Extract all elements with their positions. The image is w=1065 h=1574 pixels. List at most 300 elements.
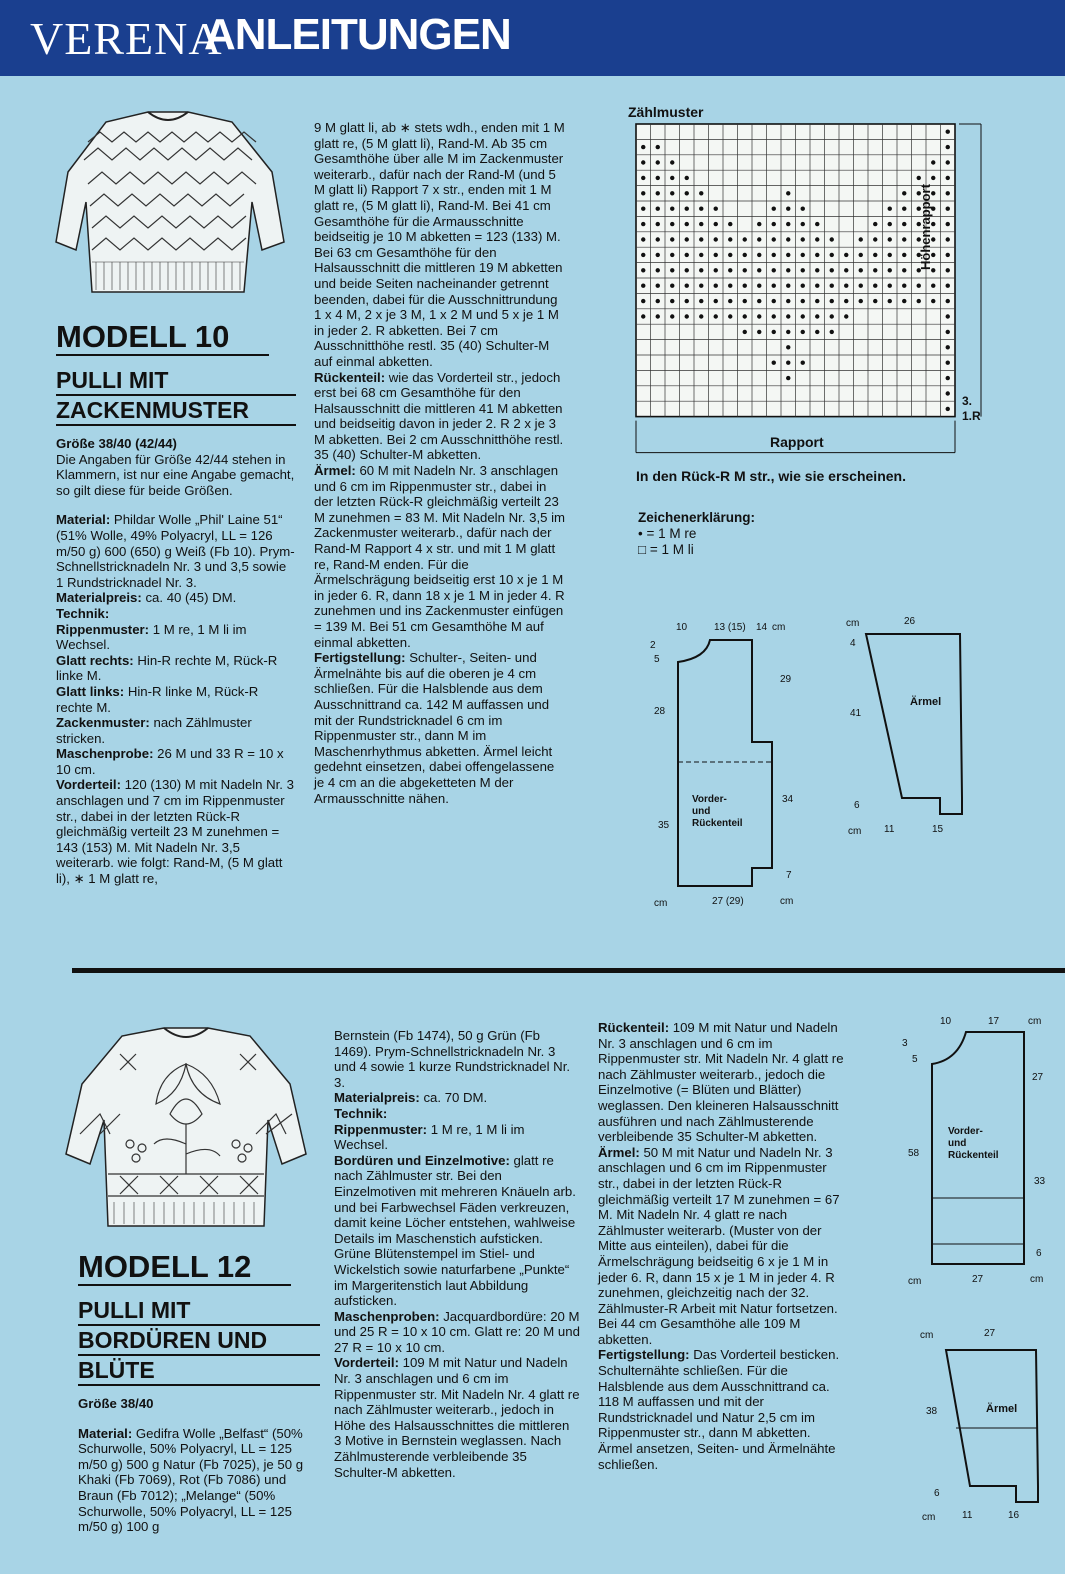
stitch-dot [743,314,747,318]
s10-cm-top: cm [772,622,786,633]
stitch-dot [728,299,732,303]
stitch-dot [859,299,863,303]
stitch-dot [699,191,703,195]
m10-zacken-label: Zackenmuster: [56,715,150,731]
stitch-dot [946,391,950,395]
stitch-dot [815,222,819,226]
stitch-dot [772,299,776,303]
s10-cm-bottom-l: cm [654,898,668,909]
stitch-dot [728,314,732,318]
stitch-dot [641,284,645,288]
m10-size-label: Größe 38/40 (42/44) [56,436,177,451]
stitch-dot [656,299,660,303]
m10-zacken-text: nach Zählmuster stricken. [56,715,252,746]
stitch-dot [685,314,689,318]
schema-m10 [640,610,1000,915]
legend [638,510,755,558]
s10-label2: und [692,806,711,817]
stitch-dot [801,207,805,211]
m12-col2-text: Bernstein (Fb 1474), 50 g Grün (Fb 1469). Prym-Schnellstricknadeln Nr. 3 und 4 sowie 1 kurze Rundstricknadel Nr. 3. [334,1028,571,1090]
stitch-dot [946,237,950,241]
stitch-dot [786,361,790,365]
m10-rueck-text: wie das Vorderteil str., jedoch erst bei 68 cm Gesamthöhe für den Halsausschnitt die mittleren 41 M abketten und beidseitig davon in jeder 2. R 2 x je 3 M abketten. Bei 2 cm Ausschnitthöhe restl. 35 (40) Schulter-M abketten. [314,369,564,463]
stitch-dot [830,237,834,241]
stitch-dot [946,376,950,380]
stitch-dot [946,145,950,149]
stitch-dot [656,314,660,318]
stitch-dot [888,268,892,272]
stitch-dot [917,284,921,288]
s12-label3: Rückenteil [948,1150,999,1161]
m12-price-text: ca. 70 DM. [423,1090,488,1106]
stitch-dot [873,222,877,226]
stitch-dot [888,222,892,226]
m10-subtitle-line2: ZACKENMUSTER [56,396,296,426]
s10-a26: 26 [904,616,916,627]
stitch-dot [656,253,660,257]
stitch-dot [772,284,776,288]
stitch-dot [728,222,732,226]
stitch-dot [815,314,819,318]
stitch-dot [946,207,950,211]
m10-subtitle [56,366,296,426]
stitch-dot [902,191,906,195]
m12-fertig-text: Das Vorderteil besticken. Schulternähte schließen. Für die Halsblende aus dem Ausschnittrand ca. 118 M auffassen und mit der Rundstricknadel und Natur 2,5 cm im Rippenmuster str., dann M abketten. Ärmel ansetzen, Seiten- und Ärmelnähte schließen. [598,1347,840,1472]
s10-label1: Vorder- [692,794,727,805]
stitch-dot [815,299,819,303]
stitch-dot [859,268,863,272]
s10-a15: 15 [932,824,944,835]
s12-b27: 27 [972,1274,984,1285]
stitch-dot [685,176,689,180]
stitch-dot [946,361,950,365]
stitch-dot [946,160,950,164]
stitch-dot [743,330,747,334]
s10-aermel-label: Ärmel [910,696,942,708]
stitch-dot [888,253,892,257]
s10-cm-bottom-r: cm [780,896,794,907]
stitch-dot [917,299,921,303]
m10-glattre-text: Hin-R rechte M, Rück-R linke M. [56,652,278,684]
stitch-dot [670,284,674,288]
m10-material-text: Phildar Wolle „Phil' Laine 51“ (51% Wolle, 49% Polyacryl, LL = 126 m/50 g) 600 (650) g Weiß (Fb 10). Prym-Schnellstricknadeln Nr. 3 und 3,5 sowie 1 Rundstricknadel Nr. 3. [56,512,295,590]
m12-size-label: Größe 38/40 [78,1396,154,1411]
stitch-dot [844,314,848,318]
stitch-dot [830,314,834,318]
stitch-dot [815,284,819,288]
s12-l58: 58 [908,1148,920,1159]
s10-label3: Rückenteil [692,818,743,829]
s10-cm-a: cm [846,618,860,629]
stitch-dot [743,268,747,272]
s12-r33: 33 [1034,1176,1046,1187]
stitch-dot [743,237,747,241]
m12-probe-text: Jacquardbordüre: 20 M und 25 R = 10 x 10 cm. Glatt re: 20 M und 27 R = 10 x 10 cm. [334,1308,580,1355]
m12-subtitle-line2: BORDÜREN UND [78,1326,320,1356]
m10-material-label: Material: [56,512,111,528]
stitch-dot [786,191,790,195]
stitch-dot [946,330,950,334]
chart-row3-label: 3. [962,394,973,408]
stitch-dot [670,207,674,211]
s10-b27: 27 (29) [712,896,744,907]
stitch-dot [656,222,660,226]
stitch-dot [656,176,660,180]
s10-cm-a2: cm [848,826,862,837]
s12-r6: 6 [1036,1248,1042,1259]
m10-title: MODELL 10 [56,320,269,356]
legend-title: Zeichenerklärung: [638,510,756,525]
stitch-dot [714,299,718,303]
stitch-dot [786,284,790,288]
stitch-dot [931,176,935,180]
m10-rueck-label: Rückenteil: [314,369,386,385]
stitch-dot [757,253,761,257]
s10-r7: 7 [786,870,792,881]
m12-rueck-text: 109 M mit Natur und Nadeln Nr. 3 anschlagen und 6 cm im Rippenmuster str. Mit Nadeln Nr. 4 glatt re nach Zählmuster weiterarb., jedoch die Einzelmotive (= Blüten und Blätter) weglassen. Den kleineren Halsausschnitt ausführen und nach Zählmusterende verbleibende 35 Schulter-M abketten. [598,1020,844,1145]
chart-caption: In den Rück-R M str., wie sie erscheinen. [636,468,906,484]
stitch-dot [859,284,863,288]
stitch-dot [801,299,805,303]
m12-fertig-label: Fertigstellung: [598,1347,690,1363]
stitch-dot [714,253,718,257]
m10-vorder-text: 120 (130) M mit Nadeln Nr. 3 anschlagen und 7 cm im Rippenmuster str., dabei in der letzten Rück-R gleichmäßig verteilt 23 M zunehmen = 143 (153) M. Mit Nadeln Nr. 3,5 weiterarb. wie folgt: Rand-M, (5 M glatt li), ∗ 1 M glatt re, [56,777,294,887]
stitch-dot [844,268,848,272]
stitch-dot [786,314,790,318]
s12-r27: 27 [1032,1072,1044,1083]
stitch-dot [830,268,834,272]
stitch-dot [641,268,645,272]
m10-vorder-label: Vorderteil: [56,777,121,793]
s10-a6: 6 [854,800,860,811]
s12-t17: 17 [988,1016,1000,1027]
stitch-dot [873,284,877,288]
stitch-dot [815,330,819,334]
s10-t10: 10 [676,622,688,633]
m10-probe-label: Maschenprobe: [56,746,154,762]
m10-probe-text: 26 M und 33 R = 10 x 10 cm. [56,746,284,777]
stitch-dot [801,253,805,257]
stitch-dot [801,330,805,334]
m10-aermel-label: Ärmel: [314,463,356,479]
stitch-dot [772,330,776,334]
stitch-dot [772,361,776,365]
chart-hoehenrapport-label: Höhenrapport [918,184,933,270]
m10-subtitle-line1: PULLI MIT [56,366,296,396]
stitch-dot [757,268,761,272]
stitch-dot [656,191,660,195]
stitch-dot [946,345,950,349]
stitch-dot [815,237,819,241]
stitch-dot [786,237,790,241]
stitch-dot [888,299,892,303]
stitch-dot [801,361,805,365]
stitch-dot [946,299,950,303]
stitch-dot [743,253,747,257]
stitch-dot [757,222,761,226]
stitch-dot [946,314,950,318]
stitch-dot [844,253,848,257]
stitch-dot [946,284,950,288]
s12-cm-a: cm [920,1330,934,1341]
m12-probe-label: Maschenproben: [334,1308,440,1324]
m10-rippen-text: 1 M re, 1 M li im Wechsel. [56,621,247,653]
stitch-dot [873,253,877,257]
stitch-dot [656,268,660,272]
m12-vorder-text: 109 M mit Natur und Nadeln Nr. 3 anschlagen und 6 cm im Rippenmuster str. Mit Nadeln Nr. 4 glatt re nach Zählmuster weiterarb., jedoch in Höhe des Halsausschnittes die mittleren 3 Motive in Bernstein weglassen. Nach Zählmusterende verbleibende 35 Schulter-M abketten. [334,1355,580,1480]
stitch-dot [873,268,877,272]
stitch-dot [641,176,645,180]
stitch-dot [699,314,703,318]
stitch-dot [902,222,906,226]
stitch-dot [902,237,906,241]
stitch-dot [917,176,921,180]
s12-cm-top: cm [1028,1016,1042,1027]
stitch-dot [685,299,689,303]
stitch-dot [888,237,892,241]
m12-column-1 [78,1250,320,1535]
m10-fertig-label: Fertigstellung: [314,650,406,666]
stitch-dot [685,207,689,211]
stitch-dot [772,253,776,257]
stitch-dot [685,268,689,272]
s10-l28: 28 [654,706,666,717]
s12-a16: 16 [1008,1510,1020,1521]
stitch-dot [931,299,935,303]
stitch-dot [801,284,805,288]
stitch-dot [641,314,645,318]
stitch-dot [888,284,892,288]
stitch-dot [699,268,703,272]
s10-t14: 14 [756,622,768,633]
legend-re: • = 1 M re [638,526,697,541]
stitch-dot [786,376,790,380]
stitch-dot [815,253,819,257]
s10-l2: 2 [650,640,656,651]
legend-li: □ = 1 M li [638,542,694,557]
stitch-dot [641,160,645,164]
stitch-dot [757,299,761,303]
stitch-dot [685,237,689,241]
m10-technik-label: Technik: [56,605,110,621]
s12-aermel-label: Ärmel [986,1403,1018,1415]
stitch-dot [714,237,718,241]
m10-col2-text: 9 M glatt li, ab ∗ stets wdh., enden mit 1 M glatt re, (5 M glatt li), Rand-M. Ab 35 cm Gesamthöhe über alle M im Zackenmuster weiterarb., dafür nach der Rand-M (und 5 M glatt li) Rapport 7 x str., enden mit 1 M glatt re, (5 M glatt li), Rand-M. Bei 41 cm Gesamthöhe für die Armausschnitte beidseitig je 10 M abketten = 123 (133) M. Bei 63 cm Gesamthöhe für den Halsausschnitt die mittleren 19 M abketten und beide Seiten nacheinander getrennt beenden, dabei für die Ausschnittrundung 1 x 4 M, 2 x je 3 M, 1 x 2 M und 5 x je 1 M in jeder 2. R abketten. Bei 7 cm Ausschnitthöhe restl. 35 (40) Schulter-M auf einmal abketten. [314,120,565,369]
stitch-dot [786,299,790,303]
schema-m12 [896,1008,1060,1528]
stitch-dot [946,191,950,195]
stitch-dot [888,207,892,211]
m12-aermel-text: 50 M mit Natur und Nadeln Nr. 3 anschlagen und 6 cm im Rippenmuster str., dabei in der letzten Rück-R gleichmäßig verteilt 17 M zunehmen = 67 M. Mit Nadeln Nr. 4 glatt re nach Zählmuster weiterarb. (Muster von der Mitte aus einteilen), dabei für die Ärmelschrägung beidseitig 6 x je 1 M in jeder 6. R, dann 15 x je 1 M in jeder 4. R zunehmen, gleichzeitig nach der 32. Zählmuster-R Arbeit mit Natur fortsetzen. Bei 44 cm Gesamthöhe alle 109 M abketten. [598,1144,840,1347]
stitch-dot [830,330,834,334]
s12-l5: 5 [912,1054,918,1065]
stitch-dot [728,237,732,241]
stitch-dot [772,222,776,226]
stitch-dot [670,314,674,318]
stitch-dot [902,284,906,288]
s10-t13: 13 (15) [714,622,746,633]
stitch-dot [931,284,935,288]
stitch-dot [801,314,805,318]
s12-a6: 6 [934,1488,940,1499]
m12-material-label: Material: [78,1425,133,1441]
stitch-dot [786,253,790,257]
stitch-dot [772,268,776,272]
stitch-dot [670,253,674,257]
m10-price-label: Materialpreis: [56,590,142,606]
stitch-dot [670,160,674,164]
s12-l3: 3 [902,1038,908,1049]
stitch-dot [757,330,761,334]
stitch-dot [946,222,950,226]
zaehlmuster-grid [632,120,992,464]
s12-t10: 10 [940,1016,952,1027]
stitch-dot [830,299,834,303]
m10-glattli-text: Hin-R linke M, Rück-R rechte M. [56,683,259,715]
stitch-dot [670,268,674,272]
s10-a41: 41 [850,708,862,719]
stitch-dot [641,299,645,303]
m12-title: MODELL 12 [78,1250,291,1286]
m10-column-1 [56,320,296,887]
m12-bord-text: glatt re nach Zählmuster str. Bei den Einzelmotiven mit mehreren Knäueln arb. und bei Farbwechsel Fäden verkreuzen, damit keine Löcher entstehen, wahlweise Details im Maschenstich aufsticken. Grüne Blütenstempel im Stiel- und Wickelstich sowie naturfarbene „Punkte“ im Margeritenstich laut Abbildung aufsticken. [334,1152,576,1309]
stitch-dot [641,253,645,257]
stitch-dot [757,314,761,318]
stitch-dot [728,284,732,288]
brand-logo: VERENA [30,13,223,64]
stitch-dot [670,222,674,226]
stitch-dot [641,145,645,149]
stitch-dot [815,268,819,272]
stitch-dot [772,207,776,211]
s12-cm-br: cm [1030,1274,1044,1285]
section-divider [72,968,1065,973]
stitch-dot [859,237,863,241]
stitch-dot [873,299,877,303]
stitch-dot [714,222,718,226]
s10-l35: 35 [658,820,670,831]
m12-rippen-label: Rippenmuster: [334,1121,428,1137]
sweater-12-illustration [60,1024,312,1234]
stitch-dot [685,253,689,257]
s10-a11: 11 [884,824,895,835]
m10-fertig-text: Schulter-, Seiten- und Ärmelnähte bis auf die oberen je 4 cm schließen. Für die Halsblende aus dem Ausschnittrand ca. 142 M auffassen und mit der Rundstricknadel 6 cm im Rippenmuster str., dann M im Maschenrhythmus abketten. Ärmel leicht gedehnt einsetzen, dabei offengelassene je 4 cm an die abgeketteten M der Armausschnitte nähen. [314,650,555,806]
s12-cm-a2: cm [922,1512,936,1523]
stitch-dot [757,237,761,241]
stitch-dot [670,237,674,241]
stitch-dot [830,284,834,288]
stitch-dot [685,284,689,288]
s12-a27: 27 [984,1328,996,1339]
sweater-10-illustration [48,102,290,302]
stitch-dot [714,284,718,288]
stitch-dot [699,299,703,303]
s10-r34: 34 [782,794,794,805]
m12-price-label: Materialpreis: [334,1090,420,1106]
stitch-dot [656,284,660,288]
page-header [0,0,1065,76]
stitch-dot [714,268,718,272]
stitch-dot [714,314,718,318]
s12-label1: Vorder- [948,1126,983,1137]
stitch-dot [931,160,935,164]
stitch-dot [844,299,848,303]
stitch-dot [699,284,703,288]
stitch-dot [772,237,776,241]
stitch-dot [786,268,790,272]
chart-rapport-label: Rapport [770,434,824,450]
stitch-dot [786,345,790,349]
m12-subtitle-line1: PULLI MIT [78,1296,320,1326]
stitch-dot [656,207,660,211]
stitch-dot [728,253,732,257]
m12-column-3 [598,1020,844,1472]
stitch-dot [786,222,790,226]
s12-cm-bl: cm [908,1276,922,1287]
m10-rippen-label: Rippenmuster: [56,621,150,637]
stitch-dot [685,191,689,195]
stitch-dot [946,268,950,272]
stitch-dot [801,222,805,226]
m12-aermel-label: Ärmel: [598,1144,640,1160]
stitch-dot [699,222,703,226]
stitch-dot [902,268,906,272]
stitch-dot [786,207,790,211]
stitch-dot [699,207,703,211]
stitch-dot [757,284,761,288]
s12-a11: 11 [962,1510,973,1521]
s10-r29: 29 [780,674,792,685]
m10-size-text: Die Angaben für Größe 42/44 stehen in Klammern, ist nur eine Angabe gemacht, so gilt diese für beide Größen. [56,451,295,498]
stitch-dot [946,407,950,411]
s10-l5: 5 [654,654,660,665]
m10-aermel-text: 60 M mit Nadeln Nr. 3 anschlagen und 6 cm im Rippenmuster str., dabei in der letzten Rück-R gleichmäßig verteilt 23 M zunehmen = 83 M. Mit Nadeln Nr. 3,5 im Zackenmuster weiterarb., dafür nach der Rand-M Rapport 4 x str. und mit 1 M glatt re, Rand-M enden. Für die Ärmelschrägung beidseitig erst 10 x je 1 M in jeder 6. R, dann 18 x je 1 M in jeder 4. R zunehmen und ins Zackenmuster einfügen = 139 M. Bei 51 cm Gesamthöhe M auf einmal abketten. [314,463,566,650]
section-title: ANLEITUNGEN [204,10,511,59]
m12-subtitle-line3: BLÜTE [78,1356,320,1386]
m10-glattre-label: Glatt rechts: [56,652,134,668]
stitch-dot [946,176,950,180]
s12-a38: 38 [926,1406,938,1417]
stitch-dot [685,222,689,226]
stitch-dot [641,237,645,241]
stitch-dot [946,253,950,257]
stitch-dot [902,299,906,303]
stitch-dot [670,176,674,180]
s12-label2: und [948,1138,967,1149]
stitch-dot [670,299,674,303]
stitch-dot [670,191,674,195]
stitch-dot [801,268,805,272]
stitch-dot [728,268,732,272]
stitch-dot [714,207,718,211]
stitch-dot [902,253,906,257]
m12-rippen-text: 1 M re, 1 M li im Wechsel. [334,1121,525,1153]
m12-column-2 [334,1028,580,1480]
stitch-dot [859,253,863,257]
stitch-dot [743,299,747,303]
stitch-dot [801,237,805,241]
stitch-dot [873,237,877,241]
stitch-dot [699,237,703,241]
m10-glattli-label: Glatt links: [56,683,125,699]
stitch-dot [786,330,790,334]
m12-rueck-label: Rückenteil: [598,1020,670,1035]
m12-subtitle [78,1296,320,1386]
stitch-dot [830,253,834,257]
m10-price-text: ca. 40 (45) DM. [145,590,237,606]
chart-row1-label: 1.R [962,409,981,423]
stitch-dot [844,284,848,288]
